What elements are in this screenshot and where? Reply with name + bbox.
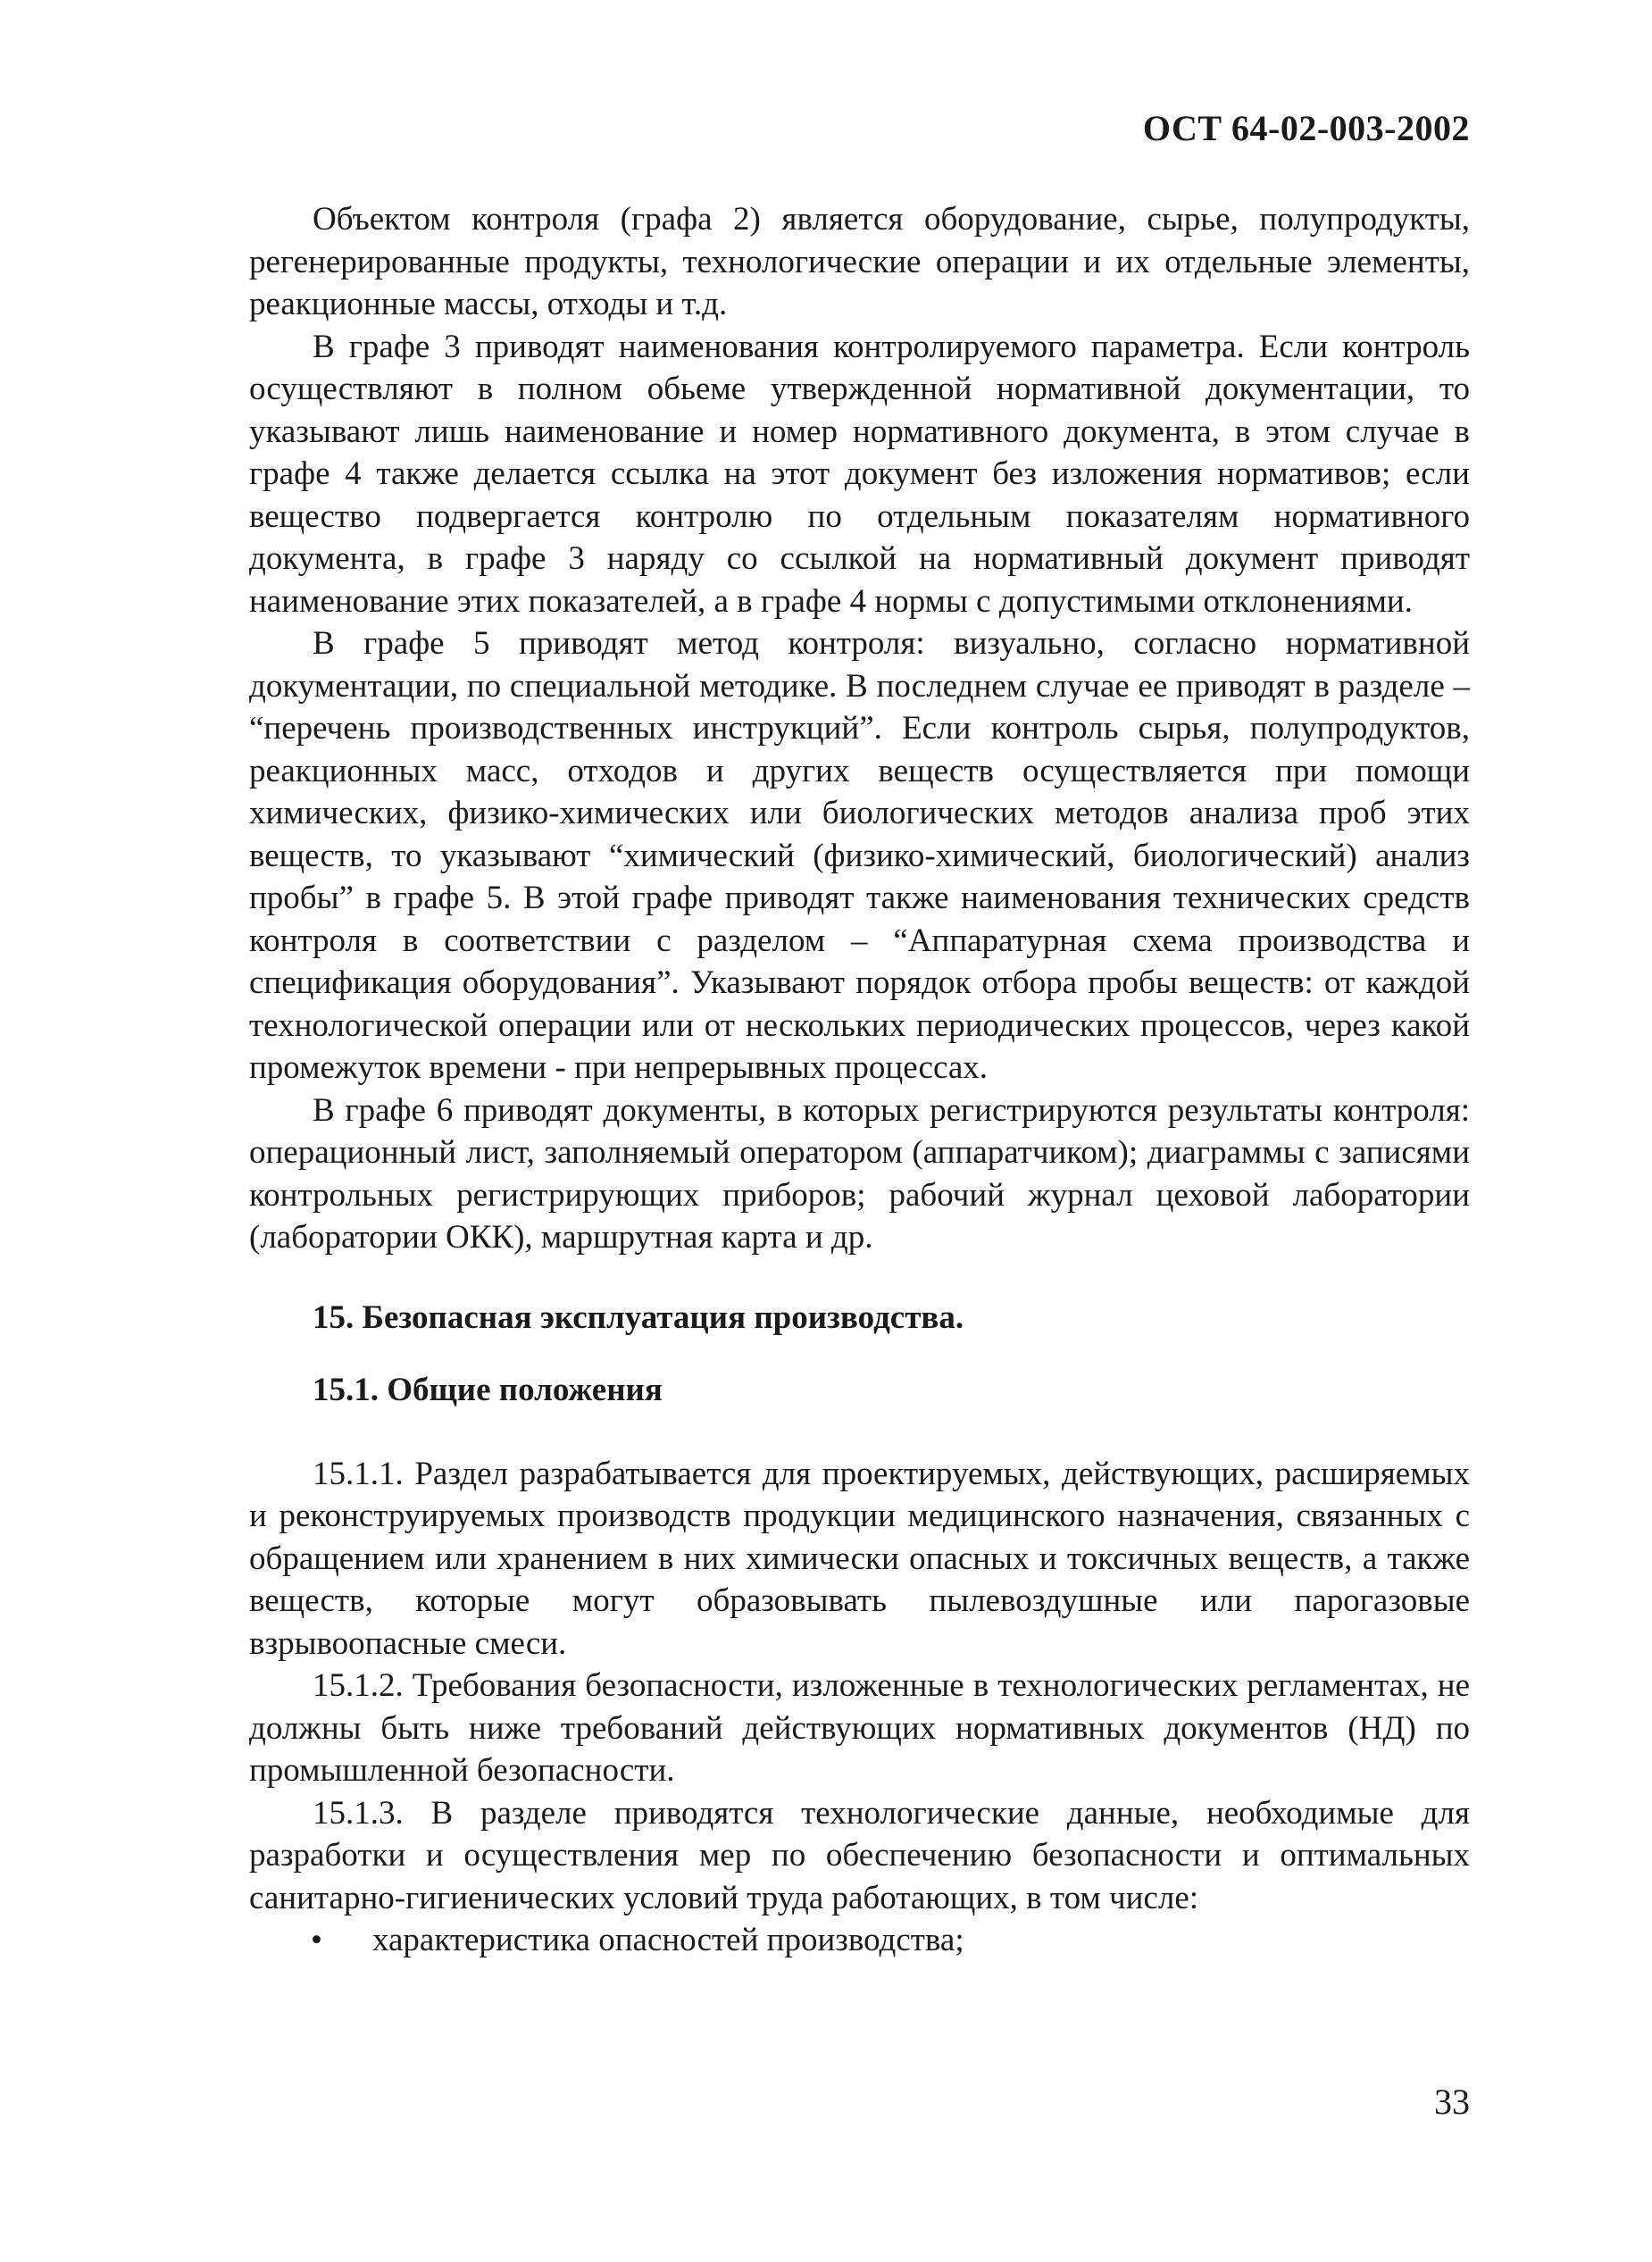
paragraph-15-1-3: 15.1.3. В разделе приводятся технологические данные, необходимые для разработки и осуществления мер по обеспечению безопасности и оптимальных санитарно-гигиенических условий труда работающих, в том числе: [249,1794,1470,1916]
bullet-list-item [249,1919,1470,1962]
paragraph-control-object: Объектом контроля (графа 2) является оборудование, сырье, полупродукты, регенерированные продукты, технологические операции и их отдельные элементы, реакционные массы, отходы и т.д. [249,201,1470,322]
paragraph-column-5: В графе 5 приводят метод контроля: визуально, согласно нормативной документации, по специальной методике. В последнем случае ее приводят в разделе – “перечень производственных инструкций”. Если контроль сырья, полупродуктов, реакционных масс, отходов и других веществ осуществляется при помощи химических, физико-химических или биологических методов анализа проб этих веществ, то указывают “химический (физико-химический, биологический) анализ пробы” в графе 5. В этой графе приводят также наименования технических средств контроля в соответствии с разделом – “Аппаратурная схема производства и спецификация оборудования”. Указывают порядок отбора пробы веществ: от каждой технологической операции или от нескольких периодических процессов, через какой промежуток времени - при непрерывных процессах. [249,625,1470,1086]
bullet-text: характеристика опасностей производства; [372,1922,964,1958]
page-number: 33 [1434,2082,1470,2122]
document-code-header: ОСТ 64-02-003-2002 [1142,108,1470,148]
document-body [249,198,1470,1962]
paragraph-column-3: В графе 3 приводят наименования контролируемого параметра. Если контроль осуществляют в полном обьеме утвержденной нормативной документации, то указывают лишь наименование и номер нормативного документа, в этом случае в графе 4 также делается ссылка на этот документ без изложения нормативов; если вещество подвергается контролю по отдельным показателям нормативного документа, в графе 3 наряду со ссылкой на нормативный документ приводят наименование этих показателей, а в графе 4 нормы с допустимыми отклонениями. [249,328,1470,620]
paragraph-15-1-2: 15.1.2. Требования безопасности, изложенные в технологических регламентах, не должны быть ниже требований действующих нормативных документов (НД) по промышленной безопасности. [249,1667,1470,1789]
subsection-heading: 15.1. Общие положения [313,1372,663,1408]
paragraph-15-1-1: 15.1.1. Раздел разрабатывается для проектируемых, действующих, расширяемых и реконструируемых производств продукции медицинского назначения, связанных с обращением или хранением в них химически опасных и токсичных веществ, а также веществ, которые могут образовывать пылевоздушные или парогазовые взрывоопасные смеси. [249,1455,1470,1662]
paragraph-column-6: В графе 6 приводят документы, в которых регистрируются результаты контроля: операционный лист, заполняемый оператором (аппаратчиком); диаграммы с записями контрольных регистрирующих приборов; рабочий журнал цеховой лаборатории (лаборатории ОКК), маршрутная карта и др. [249,1091,1470,1256]
section-heading: 15. Безопасная эксплуатация производства. [313,1298,964,1336]
bullet-icon: • [311,1922,322,1958]
